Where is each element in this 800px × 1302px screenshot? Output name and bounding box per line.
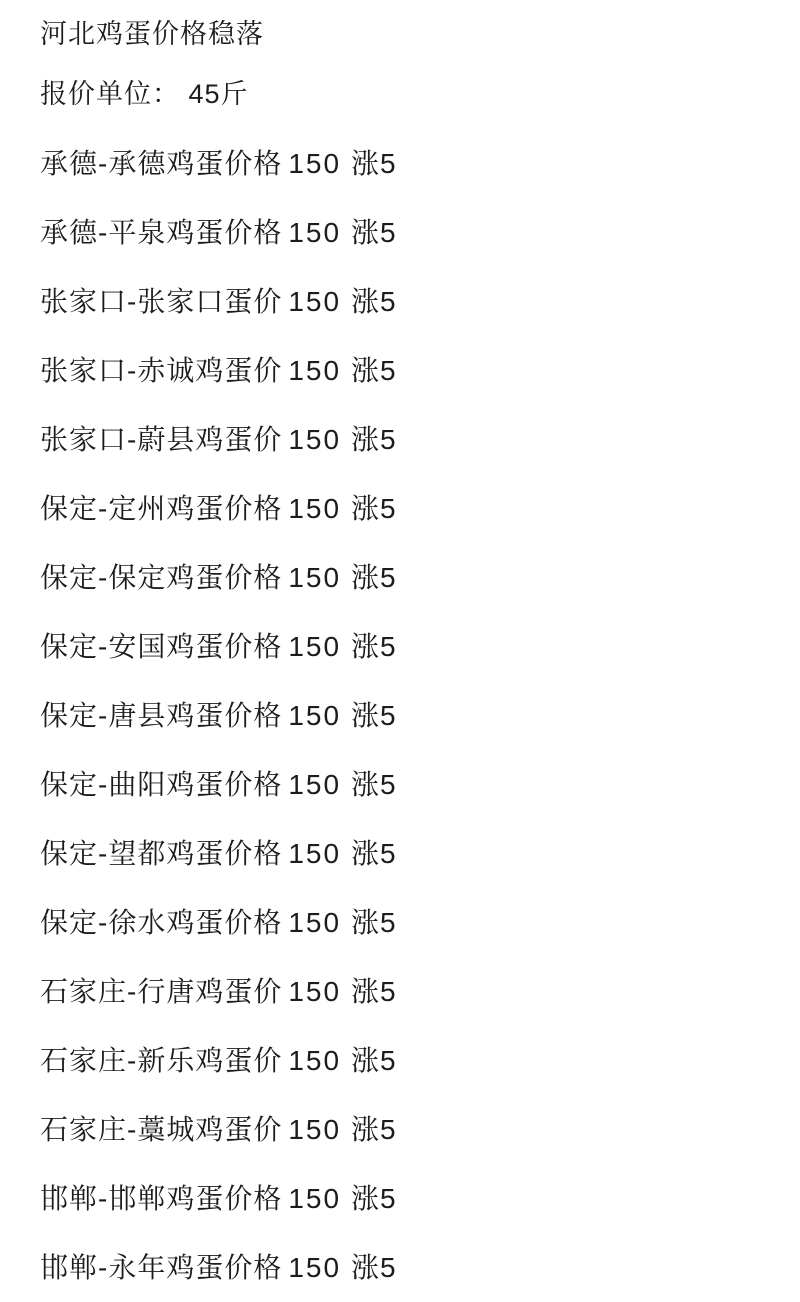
price-row-label: 保定-定州鸡蛋价格 [40,493,283,524]
price-row-value: 150 [288,769,342,800]
price-row [40,405,800,474]
price-row-label: 石家庄-藁城鸡蛋价 [40,1114,283,1145]
price-row-value: 150 [288,493,342,524]
price-row-value: 150 [288,286,342,317]
price-row-label: 邯郸-永年鸡蛋价格 [40,1252,283,1283]
price-row-label: 保定-徐水鸡蛋价格 [40,907,283,938]
price-row-label: 张家口-赤诚鸡蛋价 [40,355,283,386]
price-row-change: 涨5 [351,631,397,662]
price-row [40,336,800,405]
price-row-value: 150 [288,148,342,179]
price-row-value: 150 [288,424,342,455]
price-row-value: 150 [288,1114,342,1145]
price-row [40,1095,800,1164]
price-row-change: 涨5 [351,1114,397,1145]
price-row-change: 涨5 [351,286,397,317]
price-row-label: 石家庄-新乐鸡蛋价 [40,1045,283,1076]
price-row-change: 涨5 [351,355,397,386]
price-row-change: 涨5 [351,769,397,800]
price-row-change: 涨5 [351,493,397,524]
price-row-change: 涨5 [351,907,397,938]
price-row-value: 150 [288,1183,342,1214]
price-row-change: 涨5 [351,1183,397,1214]
price-row-label: 邯郸-邯郸鸡蛋价格 [40,1183,283,1214]
price-row [40,1164,800,1233]
price-row [40,957,800,1026]
price-row [40,474,800,543]
price-row-value: 150 [288,1045,342,1076]
price-row-change: 涨5 [351,217,397,248]
price-row [40,543,800,612]
price-row [40,750,800,819]
price-row [40,681,800,750]
price-row-change: 涨5 [351,562,397,593]
price-row-label: 保定-唐县鸡蛋价格 [40,700,283,731]
price-row-label: 保定-曲阳鸡蛋价格 [40,769,283,800]
price-row-label: 张家口-张家口蛋价 [40,286,283,317]
price-row-label: 石家庄-行唐鸡蛋价 [40,976,283,1007]
price-row-value: 150 [288,700,342,731]
price-row [40,612,800,681]
price-row-change: 涨5 [351,148,397,179]
price-row-value: 150 [288,355,342,386]
price-row-value: 150 [288,907,342,938]
price-row [40,129,800,198]
price-row-value: 150 [288,631,342,662]
price-row [40,819,800,888]
price-row-value: 150 [288,217,342,248]
price-row-change: 涨5 [351,1252,397,1283]
price-row-label: 保定-安国鸡蛋价格 [40,631,283,662]
quote-unit-line: 报价单位： 45斤 [40,79,249,109]
price-row-label: 张家口-蔚县鸡蛋价 [40,424,283,455]
price-row-change: 涨5 [351,838,397,869]
price-row-label: 承德-平泉鸡蛋价格 [40,217,283,248]
price-row-change: 涨5 [351,700,397,731]
price-row-value: 150 [288,562,342,593]
price-row-label: 承德-承德鸡蛋价格 [40,148,283,179]
page-title: 河北鸡蛋价格稳落 [40,19,264,49]
price-row-value: 150 [288,976,342,1007]
price-row-value: 150 [288,838,342,869]
price-row [40,888,800,957]
price-row [40,1233,800,1302]
price-row-change: 涨5 [351,976,397,1007]
price-row-label: 保定-保定鸡蛋价格 [40,562,283,593]
price-row-value: 150 [288,1252,342,1283]
price-row [40,1026,800,1095]
price-row [40,267,800,336]
price-row [40,198,800,267]
price-row-change: 涨5 [351,424,397,455]
price-row-label: 保定-望都鸡蛋价格 [40,838,283,869]
price-row-change: 涨5 [351,1045,397,1076]
